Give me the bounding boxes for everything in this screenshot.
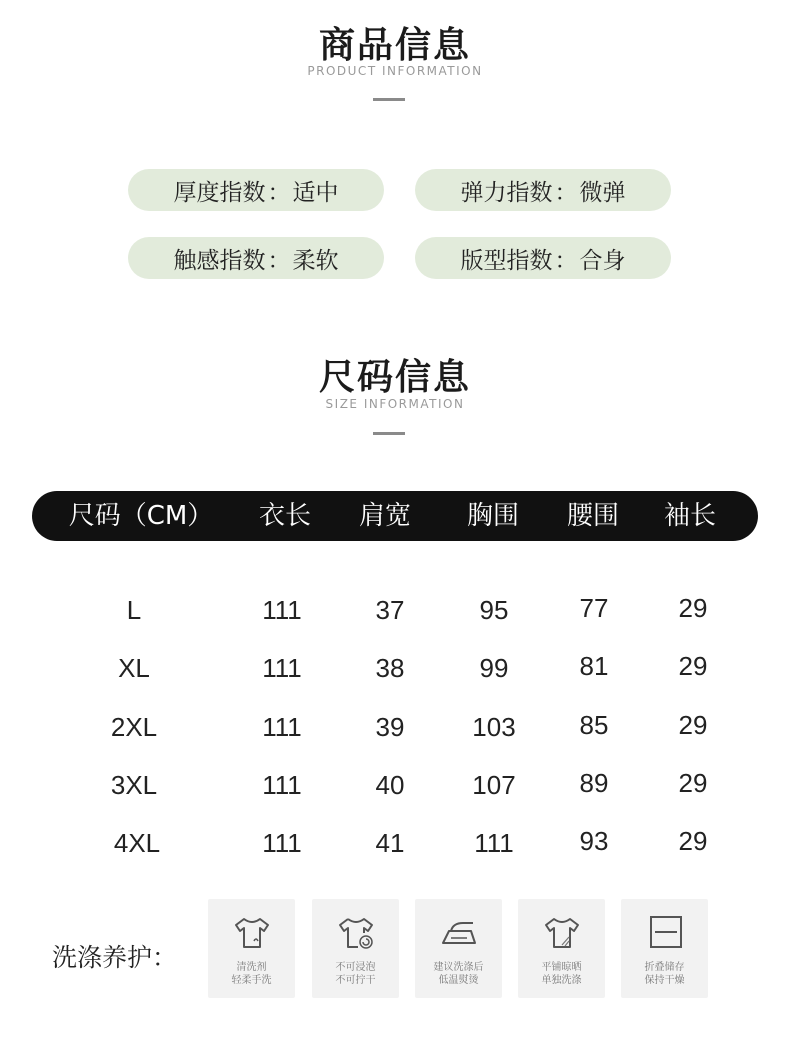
table-row <box>0 765 790 805</box>
care-label: 洗涤养护： <box>52 943 178 972</box>
cell-waist: 89 <box>579 768 609 798</box>
care-text <box>312 961 399 987</box>
attribute-separator: ： <box>554 179 578 206</box>
care-item-no-soak <box>312 899 399 998</box>
fold-store-icon <box>643 913 687 953</box>
care-item-flat-dry <box>518 899 605 998</box>
section-divider <box>373 98 405 101</box>
product-info-title: 商品信息 <box>318 25 471 66</box>
size-info-title: 尺码信息 <box>318 357 471 398</box>
attribute-value: 适中 <box>292 179 339 206</box>
header-sleeve: 袖长 <box>663 501 717 531</box>
care-line-1: 不可浸泡 <box>335 962 376 973</box>
table-row <box>0 648 790 688</box>
header-chest: 胸围 <box>466 501 520 531</box>
table-row <box>0 590 790 630</box>
cell-size: 4XL <box>113 828 161 858</box>
cell-waist: 81 <box>579 651 609 681</box>
cell-shoulder: 37 <box>375 595 405 625</box>
attribute-value: 微弹 <box>579 179 626 206</box>
attribute-label: 版型指数 <box>460 247 553 274</box>
cell-sleeve: 29 <box>678 651 708 681</box>
section-divider <box>373 432 405 435</box>
care-text <box>415 961 502 987</box>
header-size: 尺码（CM） <box>68 501 214 531</box>
flat-dry-icon <box>540 913 584 953</box>
table-row <box>0 823 790 863</box>
cell-length: 111 <box>262 595 302 625</box>
attribute-label: 厚度指数 <box>173 179 266 206</box>
header-length: 衣长 <box>258 501 312 531</box>
attribute-separator: ： <box>267 247 291 274</box>
care-text <box>208 961 295 987</box>
attribute-value: 合身 <box>579 247 626 274</box>
cell-sleeve: 29 <box>678 593 708 623</box>
care-line-2: 保持干燥 <box>644 975 685 986</box>
cell-chest: 107 <box>472 770 516 800</box>
care-line-1: 折叠储存 <box>644 962 685 973</box>
tshirt-wash-icon <box>230 913 274 953</box>
cell-length: 111 <box>262 828 302 858</box>
care-line-2: 不可拧干 <box>335 975 376 986</box>
care-line-2: 低温熨烫 <box>438 975 479 986</box>
attribute-label: 触感指数 <box>173 247 266 274</box>
cell-waist: 77 <box>579 593 609 623</box>
cell-size: 3XL <box>110 770 158 800</box>
cell-size: XL <box>118 653 150 683</box>
cell-chest: 95 <box>479 595 509 625</box>
attribute-value: 柔软 <box>292 247 339 274</box>
cell-sleeve: 29 <box>678 826 708 856</box>
attribute-separator: ： <box>267 179 291 206</box>
cell-size: L <box>126 595 142 625</box>
cell-shoulder: 41 <box>375 828 405 858</box>
attribute-thickness <box>128 169 384 211</box>
care-line-1: 清洗剂 <box>236 962 267 973</box>
care-item-fold-store <box>621 899 708 998</box>
cell-chest: 99 <box>479 653 509 683</box>
attribute-separator: ： <box>554 247 578 274</box>
header-waist: 腰围 <box>566 501 620 531</box>
care-line-1: 平铺晾晒 <box>541 962 582 973</box>
size-info-subtitle: SIZE INFORMATION <box>325 397 465 411</box>
care-line-2: 单独洗涤 <box>541 975 582 986</box>
cell-length: 111 <box>262 653 302 683</box>
header-shoulder: 肩宽 <box>358 501 412 531</box>
cell-length: 111 <box>262 712 302 742</box>
care-line-1: 建议洗涤后 <box>433 962 484 973</box>
cell-shoulder: 40 <box>375 770 405 800</box>
care-text <box>518 961 605 987</box>
attribute-touch <box>128 237 384 279</box>
care-item-iron <box>415 899 502 998</box>
cell-length: 111 <box>262 770 302 800</box>
cell-shoulder: 38 <box>375 653 405 683</box>
care-text <box>621 961 708 987</box>
care-item-hand-wash <box>208 899 295 998</box>
cell-waist: 93 <box>579 826 609 856</box>
product-info-subtitle: PRODUCT INFORMATION <box>307 64 483 78</box>
attribute-elasticity <box>415 169 671 211</box>
cell-chest: 103 <box>472 712 516 742</box>
cell-size: 2XL <box>110 712 158 742</box>
cell-waist: 85 <box>579 710 609 740</box>
care-line-2: 轻柔手洗 <box>231 975 272 986</box>
size-table-header <box>32 491 758 541</box>
iron-icon <box>437 913 481 953</box>
table-row <box>0 707 790 747</box>
cell-shoulder: 39 <box>375 712 405 742</box>
attribute-label: 弹力指数 <box>460 179 553 206</box>
attribute-fit <box>415 237 671 279</box>
no-soak-icon <box>334 913 378 953</box>
cell-sleeve: 29 <box>678 768 708 798</box>
cell-sleeve: 29 <box>678 710 708 740</box>
cell-chest: 111 <box>474 828 514 858</box>
